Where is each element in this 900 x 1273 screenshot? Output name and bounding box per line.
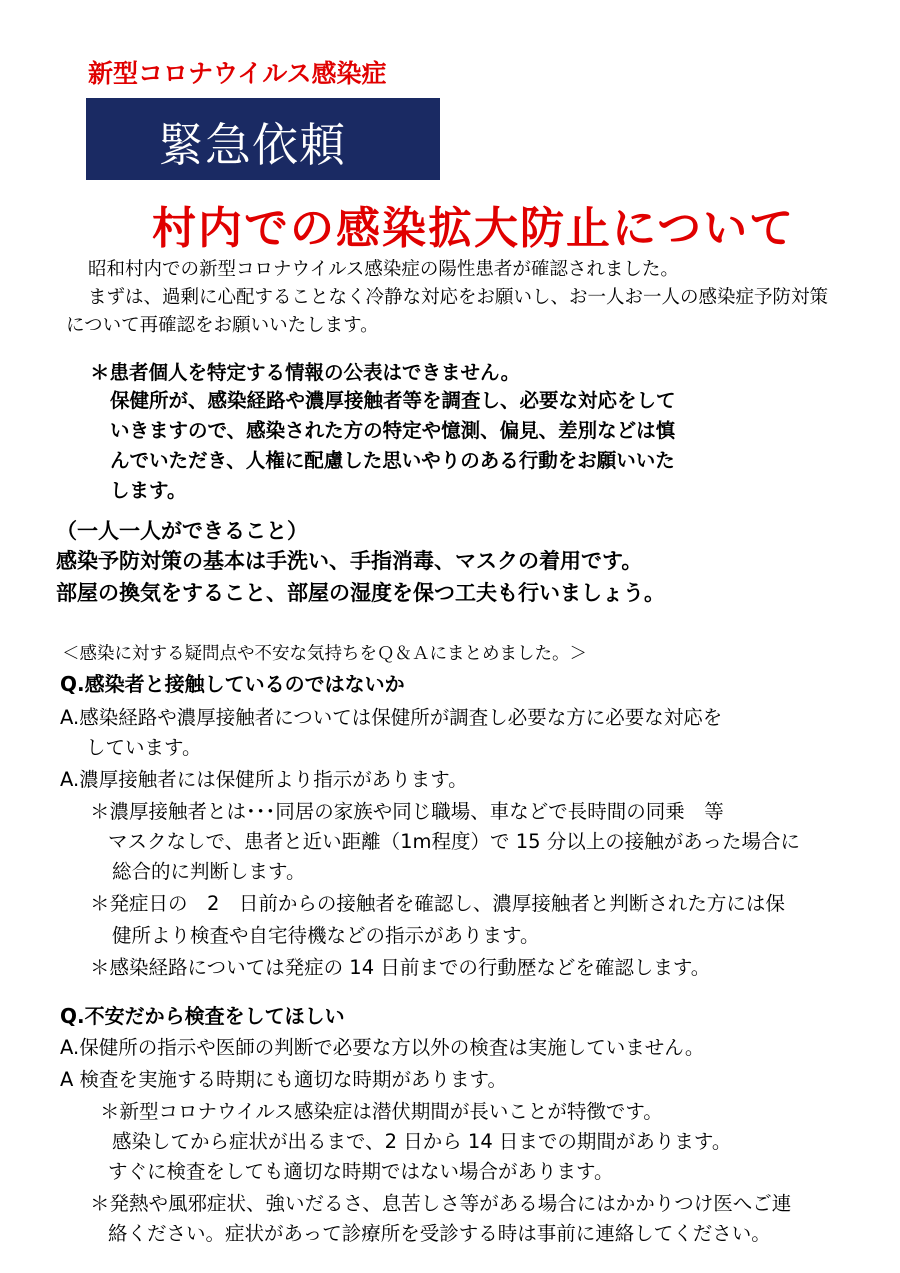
- q1-note-1-line-1: ＊濃厚接触者とは･･･同居の家族や同じ職場、車などで長時間の同乗 等: [90, 800, 724, 823]
- intro-line-3: について再確認をお願いいたします。: [66, 315, 379, 336]
- can-do-line-1: 感染予防対策の基本は手洗い、手指消毒、マスクの着用です。: [56, 549, 643, 573]
- privacy-line-5: します。: [110, 479, 187, 502]
- q1-question: Q.感染者と接触しているのではないか: [60, 672, 405, 696]
- q2-note-2-line-2: 絡ください。症状があって診療所を受診する時は事前に連絡してください。: [108, 1222, 771, 1245]
- q2-note-1-line-3: すぐに検査をしても適切な時期ではない場合があります。: [108, 1160, 614, 1183]
- pre-title: 新型コロナウイルス感染症: [88, 59, 387, 88]
- q1-answer-1-line-1: A.感染経路や濃厚接触者については保健所が調査し必要な方に必要な対応を: [60, 706, 723, 729]
- q1-note-1-line-2: マスクなしで、患者と近い距離（1m程度）で 15 分以上の接触があった場合に: [108, 830, 801, 853]
- can-do-heading: （一人一人ができること）: [56, 519, 308, 543]
- privacy-line-3: いきますので、感染された方の特定や憶測、偏見、差別などは慎: [110, 419, 676, 442]
- urgent-banner: [86, 98, 440, 180]
- banner-text: 緊急依頼: [158, 118, 346, 172]
- can-do-line-2: 部屋の換気をすること、部屋の湿度を保つ工夫も行いましょう。: [56, 581, 665, 605]
- qa-heading: ＜感染に対する疑問点や不安な気持ちをＱ＆Ａにまとめました。＞: [62, 644, 587, 664]
- q1-note-1-line-3: 総合的に判断します。: [112, 860, 306, 883]
- intro-line-1: 昭和村内での新型コロナウイルス感染症の陽性患者が確認されました。: [88, 259, 679, 280]
- q1-note-2-line-2: 健所より検査や自宅待機などの指示があります。: [112, 924, 540, 947]
- privacy-line-4: んでいただき、人権に配慮した思いやりのある行動をお願いいた: [110, 449, 675, 472]
- q1-answer-1-line-2: しています。: [86, 736, 202, 759]
- q2-answer-1: A.保健所の指示や医師の判断で必要な方以外の検査は実施していません。: [60, 1036, 705, 1059]
- page-title: 村内での感染拡大防止について: [152, 203, 796, 254]
- q2-answer-2: A 検査を実施する時期にも適切な時期があります。: [60, 1068, 507, 1091]
- intro-line-2: まずは、過剰に心配することなく冷静な対応をお願いし、お一人お一人の感染症予防対策: [88, 287, 829, 308]
- privacy-line-1: ＊患者個人を特定する情報の公表はできません。: [90, 361, 521, 384]
- q1-answer-2: A.濃厚接触者には保健所より指示があります。: [60, 768, 468, 791]
- privacy-line-2: 保健所が、感染経路や濃厚接触者等を調査し、必要な対応をして: [110, 389, 676, 412]
- q2-question: Q.不安だから検査をしてほしい: [60, 1004, 345, 1028]
- q2-note-1-line-1: ＊新型コロナウイルス感染症は潜伏期間が長いことが特徴です。: [100, 1100, 663, 1123]
- q2-note-2-line-1: ＊発熱や風邪症状、強いだるさ、息苦しさ等がある場合にはかかりつけ医へご連: [90, 1192, 792, 1215]
- q1-note-2-line-1: ＊発症日の 2 日前からの接触者を確認し、濃厚接触者と判断された方には保: [90, 892, 785, 915]
- q2-note-1-line-2: 感染してから症状が出るまで、2 日から 14 日までの期間があります。: [112, 1130, 732, 1153]
- q1-note-3: ＊感染経路については発症の 14 日前までの行動歴などを確認します。: [90, 956, 711, 979]
